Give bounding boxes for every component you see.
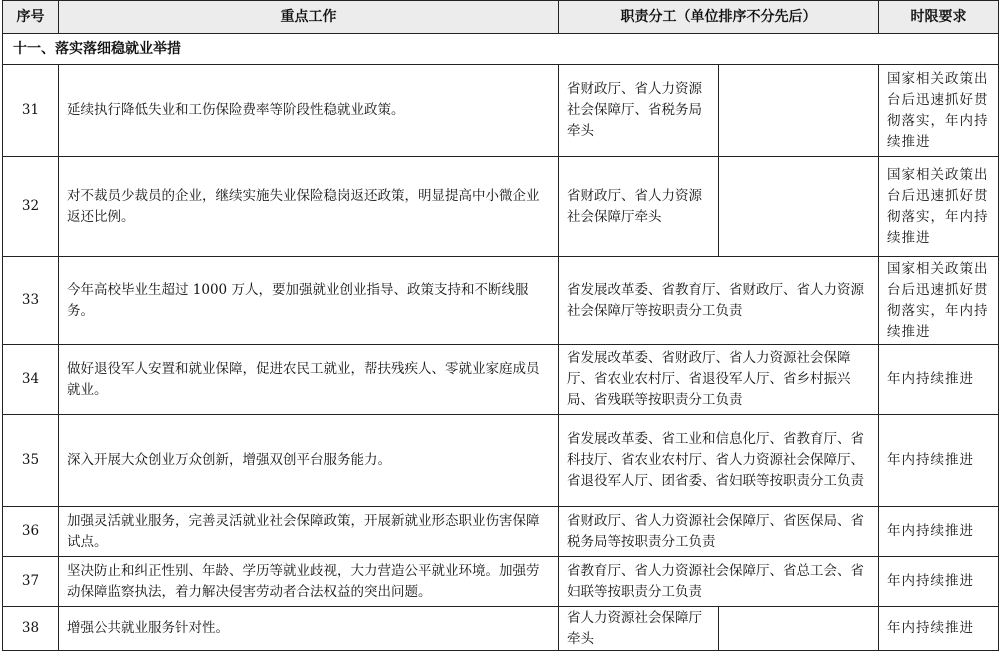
- row-number: 34: [3, 345, 59, 415]
- row-responsibility: 省发展改革委、省工业和信息化厅、省教育厅、省科技厅、省农业农村厅、省人力资源社会保障厅、省退役军人厅、团省委、省妇联等按职责分工负责: [559, 415, 879, 507]
- row-number: 33: [3, 257, 59, 345]
- row-task: 对不裁员少裁员的企业，继续实施失业保险稳岗返还政策，明显提高中小微企业返还比例。: [59, 157, 559, 257]
- row-responsibility: 省财政厅、省人力资源社会保障厅、省医保局、省税务局等按职责分工负责: [559, 507, 879, 557]
- row-blank-cell: [719, 157, 879, 257]
- row-task: 延续执行降低失业和工伤保险费率等阶段性稳就业政策。: [59, 65, 559, 157]
- section-row: [3, 34, 999, 65]
- header-deadline: 时限要求: [879, 1, 999, 34]
- row-responsibility: 省财政厅、省人力资源社会保障厅、省税务局牵头: [559, 65, 719, 157]
- row-blank-cell: [719, 607, 879, 651]
- table-row: [3, 345, 999, 415]
- row-deadline: 年内持续推进: [879, 557, 999, 607]
- row-responsibility: 省财政厅、省人力资源社会保障厅牵头: [559, 157, 719, 257]
- table-row: [3, 507, 999, 557]
- table-row: [3, 415, 999, 507]
- row-deadline: 年内持续推进: [879, 607, 999, 651]
- row-number: 37: [3, 557, 59, 607]
- row-responsibility: 省发展改革委、省教育厅、省财政厅、省人力资源社会保障厅等按职责分工负责: [559, 257, 879, 345]
- row-task: 坚决防止和纠正性别、年龄、学历等就业歧视，大力营造公平就业环境。加强劳动保障监察执法，着力解决侵害劳动者合法权益的突出问题。: [59, 557, 559, 607]
- header-no: 序号: [3, 1, 59, 34]
- row-deadline: 国家相关政策出台后迅速抓好贯彻落实，年内持续推进: [879, 65, 999, 157]
- table-row: [3, 157, 999, 257]
- header-task: 重点工作: [59, 1, 559, 34]
- row-deadline: 年内持续推进: [879, 415, 999, 507]
- row-blank-cell: [719, 65, 879, 157]
- work-plan-table: [2, 0, 999, 651]
- row-task: 今年高校毕业生超过 1000 万人，要加强就业创业指导、政策支持和不断线服务。: [59, 257, 559, 345]
- row-responsibility: 省教育厅、省人力资源社会保障厅、省总工会、省妇联等按职责分工负责: [559, 557, 879, 607]
- row-number: 38: [3, 607, 59, 651]
- row-deadline: 国家相关政策出台后迅速抓好贯彻落实，年内持续推进: [879, 257, 999, 345]
- row-deadline: 国家相关政策出台后迅速抓好贯彻落实，年内持续推进: [879, 157, 999, 257]
- table-row: [3, 557, 999, 607]
- row-responsibility: 省发展改革委、省财政厅、省人力资源社会保障厅、省农业农村厅、省退役军人厅、省乡村振兴局、省残联等按职责分工负责: [559, 345, 879, 415]
- row-deadline: 年内持续推进: [879, 507, 999, 557]
- section-title: 十一、落实落细稳就业举措: [3, 34, 999, 65]
- table-row: [3, 607, 999, 651]
- header-responsibility: 职责分工（单位排序不分先后）: [559, 1, 879, 34]
- row-deadline: 年内持续推进: [879, 345, 999, 415]
- table-row: [3, 65, 999, 157]
- row-number: 31: [3, 65, 59, 157]
- row-task: 做好退役军人安置和就业保障，促进农民工就业，帮扶残疾人、零就业家庭成员就业。: [59, 345, 559, 415]
- row-task: 加强灵活就业服务，完善灵活就业社会保障政策，开展新就业形态职业伤害保障试点。: [59, 507, 559, 557]
- row-number: 32: [3, 157, 59, 257]
- row-number: 35: [3, 415, 59, 507]
- table-header-row: [3, 1, 999, 34]
- row-number: 36: [3, 507, 59, 557]
- row-task: 增强公共就业服务针对性。: [59, 607, 559, 651]
- row-task: 深入开展大众创业万众创新，增强双创平台服务能力。: [59, 415, 559, 507]
- row-responsibility: 省人力资源社会保障厅牵头: [559, 607, 719, 651]
- table-row: [3, 257, 999, 345]
